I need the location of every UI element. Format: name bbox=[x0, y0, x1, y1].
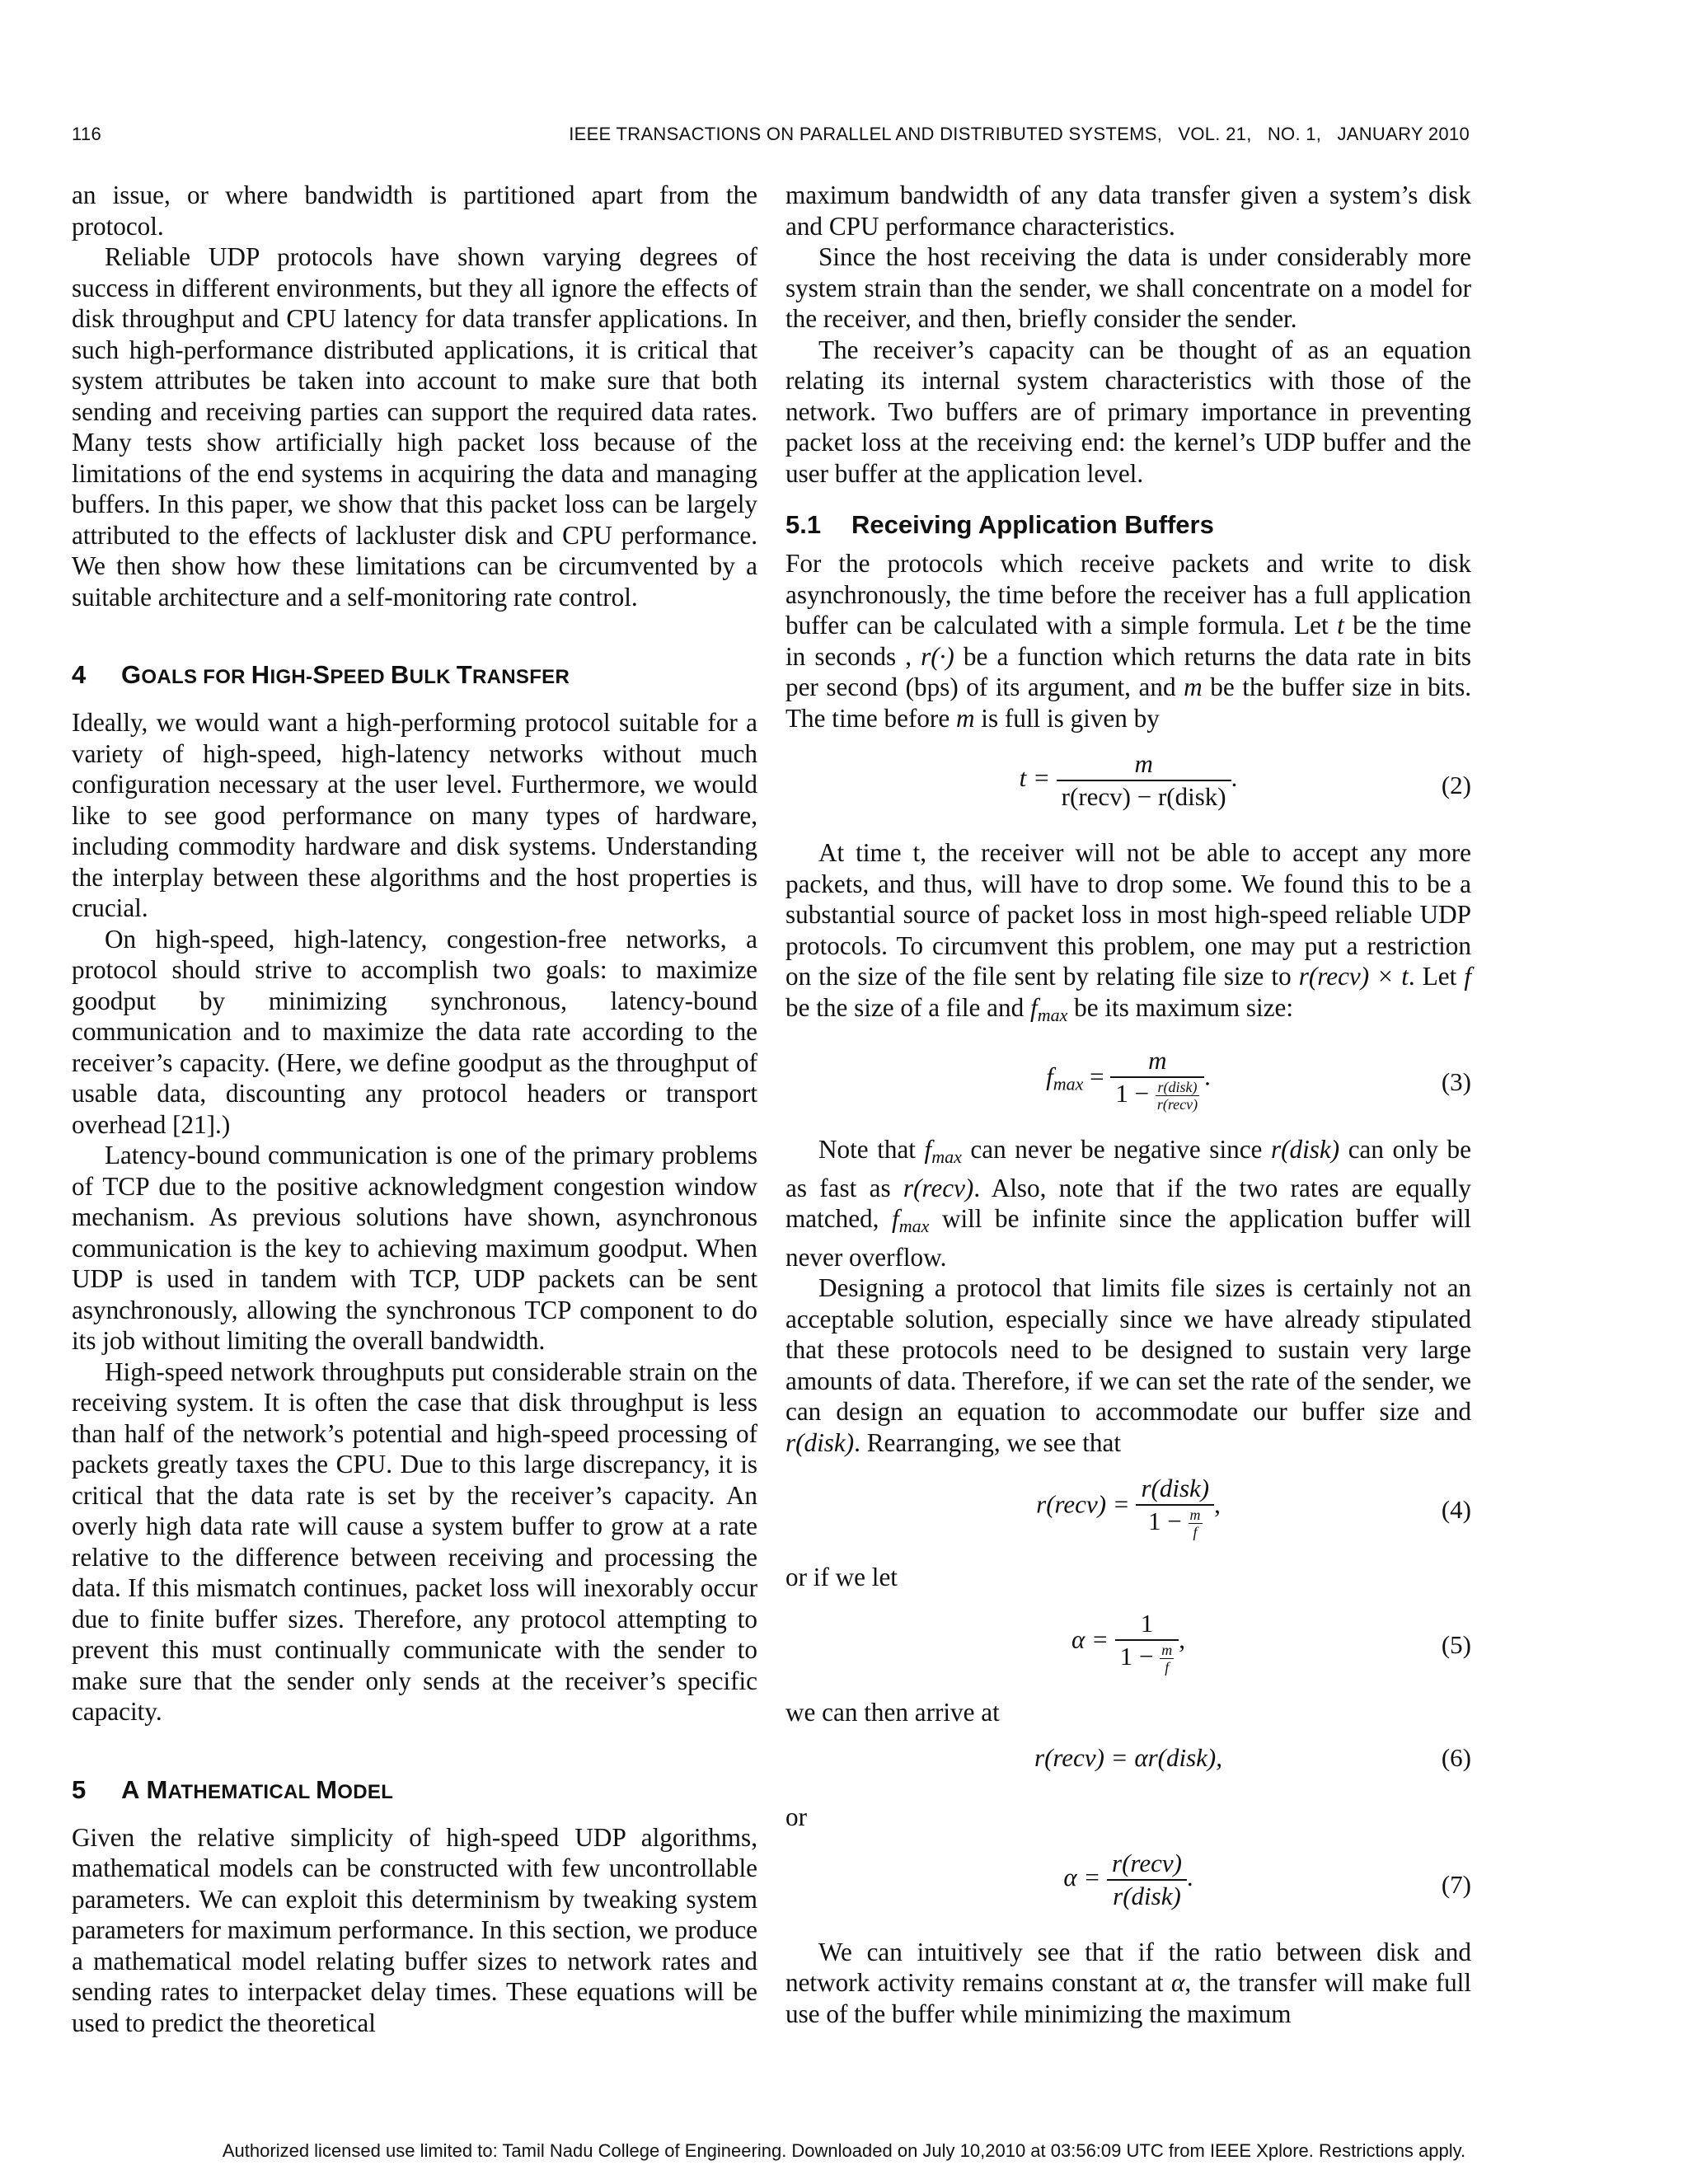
section-5-heading: 5 A MATHEMATICAL MODEL bbox=[72, 1774, 394, 1804]
paragraph: Reliable UDP protocols have shown varying degrees of success in different environments, but they all ignore the effects of disk throughput and CPU latency for data transfer applications. In such high-performance distributed applications, it is critical that system attributes be taken into account to make sure that both sending and receiving parties can support the required data rates. Many tests show artificially high packet loss because of the limitations of the end systems in acquiring the data and managing buffers. In this paper, we show that this packet loss can be largely attributed to the effects of lackluster disk and CPU performance. We then show how these limitations can be circumvented by a suitable architecture and a self-monitoring rate control. bbox=[72, 242, 757, 612]
paragraph: or bbox=[785, 1802, 807, 1831]
paragraph: High-speed network throughputs put considerable strain on the receiving system. It is often the case that disk throughput is less than half of the network’s potential and high-speed processing of packets greatly taxes the CPU. Due to this large discrepancy, it is critical that the data rate is set by the receiver’s capacity. An overly high data rate will cause a system buffer to grow at a rate relative to the difference between receiving and processing the data. If this mismatch continues, packet loss will inexorably occur due to finite buffer sizes. Therefore, any protocol attempting to prevent this must continually communicate with the sender to make sure that the sender only sends at the receiver’s specific capacity. bbox=[72, 1357, 757, 1726]
paragraph: maximum bandwidth of any data transfer given a system’s disk and CPU performance characteristics. bbox=[785, 180, 1471, 241]
left-column bbox=[72, 180, 757, 2038]
paragraph: Note that fmax can never be negative since r(disk) can only be as fast as r(recv). Also, note that if the two rates are equally matched, fmax will be infinite since the application buffer will never overflow. bbox=[785, 1135, 1471, 1272]
paragraph: or if we let bbox=[785, 1563, 898, 1591]
paragraph: we can then arrive at bbox=[785, 1697, 1000, 1727]
equation-5: α = 1 1 − $\frac{m}{f}$ , (5) bbox=[1071, 1608, 1471, 1675]
paragraph: Ideally, we would want a high-performing protocol suitable for a variety of high-speed, high-latency networks without much configuration necessary at the user level. Furthermore, we would like to see good performance on many types of hardware, including commodity hardware and disk systems. Understanding the interplay between these algorithms and the host properties is crucial. bbox=[72, 708, 757, 922]
paragraph: an issue, or where bandwidth is partitioned apart from the protocol. bbox=[72, 180, 757, 241]
right-column bbox=[785, 180, 1471, 2029]
paragraph: We can intuitively see that if the ratio between disk and network activity remains constant at α, the transfer will make full use of the buffer while minimizing the maximum bbox=[785, 1937, 1471, 2028]
paragraph: The receiver’s capacity can be thought of as an equation relating its internal system characteristics with those of the network. Two buffers are of primary importance in preventing packet loss at the receiving end: the kernel’s UDP buffer and the user buffer at the application level. bbox=[785, 335, 1471, 488]
paragraph: Latency-bound communication is one of the primary problems of TCP due to the positive acknowledgment congestion window mechanism. As previous solutions have shown, asynchronous communication is the key to achieving maximum goodput. When UDP is used in tandem with TCP, UDP packets can be sent asynchronously, allowing the synchronous TCP component to do its job without limiting the overall bandwidth. bbox=[72, 1141, 757, 1355]
section-4-heading: 4 GOALS FOR HIGH-SPEED BULK TRANSFER bbox=[72, 660, 570, 689]
paragraph: Given the relative simplicity of high-speed UDP algorithms, mathematical models can be constructed with few uncontrollable parameters. We can exploit this determinism by tweaking system parameters for maximum performance. In this section, we produce a mathematical model relating buffer sizes to network rates and sending rates to interpacket delay times. These equations will be used to predict the theoretical bbox=[72, 1822, 757, 2037]
paragraph: For the protocols which receive packets and write to disk asynchronously, the time before the receiver has a full application buffer can be calculated with a simple formula. Let t be the time in seconds , r(·) be a function which returns the data rate in bits per second (bps) of its argument, and m be the buffer size in bits. The time before m is full is given by bbox=[785, 549, 1472, 733]
paragraph: On high-speed, high-latency, congestion-free networks, a protocol should strive to accomplish two goals: to maximize goodput by minimizing synchronous, latency-bound communication and to maximize the data rate according to the receiver’s capacity. (Here, we define goodput as the throughput of usable data, discounting any protocol headers or transport overhead [21].) bbox=[72, 924, 757, 1139]
license-footer: Authorized licensed use limited to: Tamil Nadu College of Engineering. Downloaded on July 10,2010 at 03:56:09 UTC from IEEE Xplore. Restrictions apply. bbox=[222, 2140, 1466, 2161]
paragraph: Designing a protocol that limits file sizes is certainly not an acceptable solution, especially since we have already stipulated that these protocols need to be designed to sustain very large amounts of data. Therefore, if we can set the rate of the sender, we can design an equation to accommodate our buffer size and r(disk). Rearranging, we see that bbox=[785, 1273, 1471, 1457]
page-number: 116 bbox=[72, 124, 101, 144]
paragraph: Since the host receiving the data is under considerably more system strain than the sender, we shall concentrate on a model for the receiver, and then, briefly consider the sender. bbox=[785, 242, 1471, 333]
equation-3: fmax = m 1 − r(disk) r(recv) . (3) bbox=[1046, 1046, 1471, 1113]
paragraph: At time t, the receiver will not be able to accept any more packets, and thus, will have to drop some. We found this to be a substantial source of packet loss in most high-speed reliable UDP protocols. To circumvent this problem, one may put a restriction on the size of the file sent by relating file size to r(recv) × t. Let f be the size of a file and fmax be its maximum size: bbox=[785, 838, 1471, 1025]
equation-7: α = $\frac{\text{r(recv)}}{\text{r(disk)}}$ . (7) bbox=[1063, 1848, 1471, 1910]
running-header bbox=[72, 124, 1470, 152]
subsection-5-1-heading: 5.1 Receiving Application Buffers bbox=[785, 510, 1214, 539]
journal-title: IEEE TRANSACTIONS ON PARALLEL AND DISTRIBUTED SYSTEMS, VOL. 21, NO. 1, JANUARY 2010 bbox=[569, 124, 1470, 144]
equation-6: r(recv) = αr(disk), (6) bbox=[1034, 1743, 1471, 1772]
equation-4: r(recv) = r(disk) 1 − $\frac{m}{f}$ , (4) bbox=[1036, 1474, 1471, 1541]
equation-2: t = $\frac{m}{\text{r(recv) − r(disk)}}$ . (2) bbox=[1019, 749, 1471, 811]
